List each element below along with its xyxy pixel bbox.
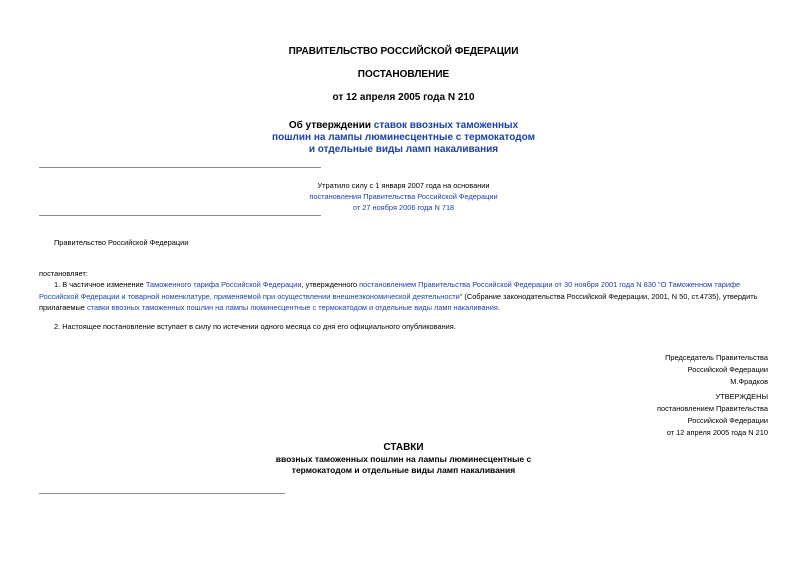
status-note-link-line3[interactable]: от 27 ноября 2006 года N 718: [352, 203, 455, 212]
title-link-line1[interactable]: ставок ввозных таможенных: [373, 120, 519, 131]
status-note-link-line2[interactable]: постановления Правительства Российской Федерации: [309, 192, 498, 201]
doc-type-heading: ПОСТАНОВЛЕНИЕ: [357, 69, 450, 80]
rates-title: СТАВКИ: [383, 442, 424, 453]
approved-line4: от 12 апреля 2005 года N 210: [666, 428, 768, 437]
approved-line2: постановлением Правительства: [657, 404, 768, 413]
p1-text-4: .: [497, 303, 500, 312]
rates-heading: [0, 442, 807, 476]
signature-line2: Российской Федерации: [687, 365, 768, 374]
government-line: Правительство Российской Федерации: [54, 238, 189, 247]
status-note-line1: Утратило силу с 1 января 2007 года на основании: [317, 181, 490, 190]
signature-name: М.Фрадков: [730, 377, 768, 386]
resolution-830-link[interactable]: постановлением Правительства Российской Федерации от 30 ноября 2001 года N 830 "О Таможенном тарифе Российской Федерации и товарной номенклатуре, применяемой при осуществлении внешнеэкономической деятельности": [39, 280, 741, 301]
p1-text-1: 1. В частичное изменение: [54, 280, 146, 289]
title-link-line3[interactable]: и отдельные виды ламп накаливания: [308, 144, 499, 155]
rates-subtitle-line1: ввозных таможенных пошлин на лампы люминесцентные с: [275, 454, 532, 464]
divider-top: [39, 167, 321, 168]
approved-line3: Российской Федерации: [687, 416, 768, 425]
rates-subtitle-line2: термокатодом и отдельные виды ламп накаливания: [291, 465, 516, 475]
paragraph-1: [39, 279, 770, 314]
paragraph-2: 2. Настоящее постановление вступает в силу по истечении одного месяца со дня его официального опубликования.: [54, 322, 456, 331]
signature-line1: Председатель Правительства: [665, 353, 768, 362]
customs-tariff-link[interactable]: Таможенного тарифа Российской Федерации: [145, 280, 302, 289]
approved-line1: УТВЕРЖДЕНЫ: [715, 392, 768, 401]
title-link-line2[interactable]: пошлин на лампы люминесцентные с термокатодом: [272, 132, 535, 143]
date-number-heading: от 12 апреля 2005 года N 210: [332, 92, 475, 103]
government-heading: ПРАВИТЕЛЬСТВО РОССИЙСКОЙ ФЕДЕРАЦИИ: [288, 46, 519, 57]
signature-block: [665, 352, 768, 388]
approved-block: [657, 391, 768, 439]
divider-bottom: [39, 493, 285, 494]
p1-text-2: , утвержденного: [301, 280, 360, 289]
decrees-line: постановляет:: [39, 269, 88, 278]
divider-status: [39, 215, 321, 216]
document-title: [0, 120, 807, 156]
p1-text-3: (Собрание законодательства Российской Федерации, 2001, N 50, ст.4735), утвердить прилагаемые: [39, 291, 758, 312]
rates-link[interactable]: ставки ввозных таможенных пошлин на лампы люминесцентные с термокатодом и отдельные виды ламп накаливания: [86, 303, 498, 312]
status-note: [0, 180, 807, 213]
title-prefix: Об утверждении: [288, 120, 374, 131]
